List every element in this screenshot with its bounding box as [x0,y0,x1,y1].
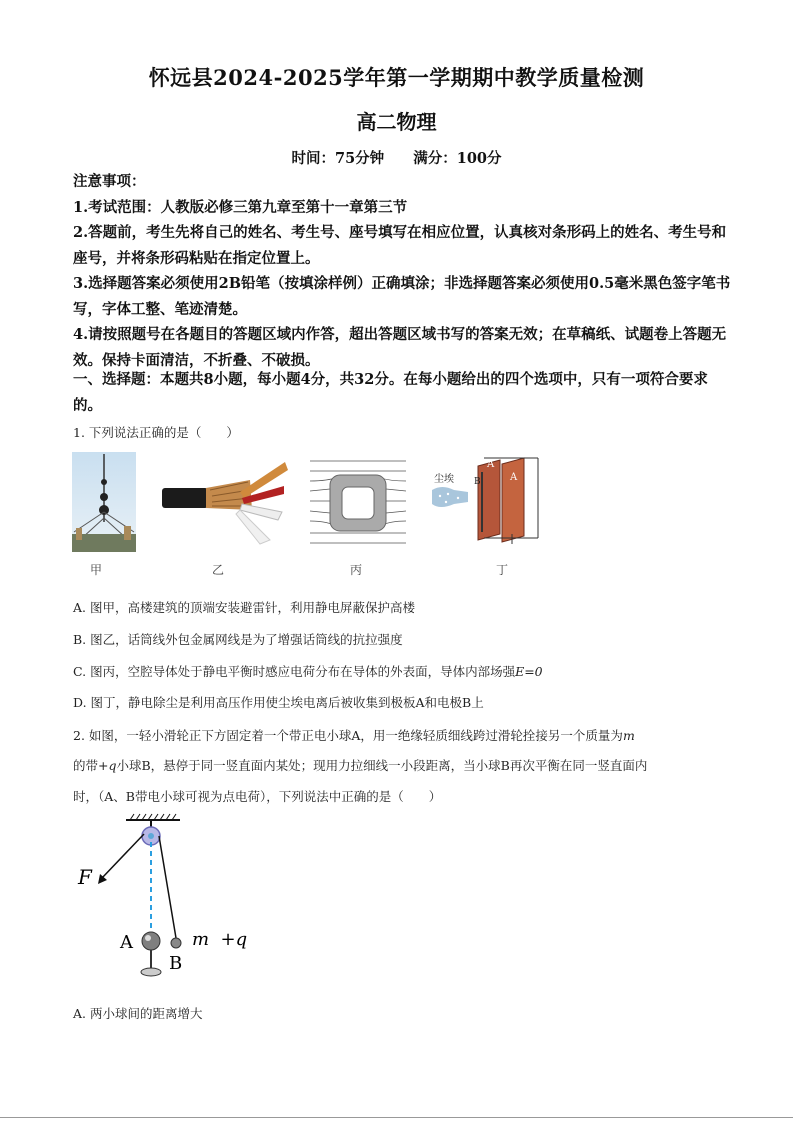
exam-title: 怀远县2024-2025学年第一学期期中教学质量检测 [148,65,645,90]
precipitator-figure [428,452,548,552]
notice-item: 1.考试范围：人教版必修三第九章至第十一章第三节 [73,198,408,216]
ball-a-label: A [120,932,133,953]
notice-heading: 注意事项： [73,173,146,190]
notice-item: 2.答题前，考生先将自己的姓名、考生号、座号填写在相应位置，认真核对条形码上的姓名、考生号和座号，并将条形码粘贴在指定位置上。 [73,224,727,267]
caption-ding: 丁 [495,563,508,577]
exam-time: 时间：75分钟 [291,150,385,167]
exam-info [0,147,793,168]
q1-stem: 1. 下列说法正确的是（ ） [73,425,239,440]
q2-mass-var: m [622,728,635,743]
section-heading: 一、选择题：本题共8小题，每小题4分，共32分。在每小题给出的四个选项中，只有一项符合要求的。 [73,371,708,414]
q2-stem-line1 [73,726,733,744]
plate-a-label-1: A [487,459,495,470]
q2-line2-text-a: 的带 [73,758,99,773]
hollow-conductor-figure [308,455,408,550]
exam-score: 满分：100分 [413,150,502,167]
q2-stem-line3: 时，（A、B带电小球可视为点电荷），下列说法中正确的是（ ） [73,789,442,804]
ball-b-label: B [169,953,183,974]
ball-a [142,932,160,950]
caption-yi: 乙 [211,563,224,577]
page-bottom-rule [0,1117,793,1118]
pulley-figure [70,812,260,1002]
q2-charge-var: +q [98,758,117,773]
subject-title: 高二物理 [356,110,437,134]
q1-option-b: B. 图乙，话筒线外包金属网线是为了增强话筒线的抗拉强度 [73,632,403,647]
lightning-rod-photo [72,452,136,552]
mass-charge-label: m +q [192,929,248,950]
q1-option-c-text: C. 图丙，空腔导体处于静电平衡时感应电荷分布在导体的外表面，导体内部场强 [73,664,516,679]
notice-block [73,169,733,373]
q2-option-a: A. 两小球间的距离增大 [73,1006,203,1021]
notice-item: 4.请按照题号在各题目的答题区域内作答，超出答题区域书写的答案无效；在草稿纸、试题卷上答题无效。保持卡面清洁，不折叠、不破损。 [73,326,727,369]
q1-option-c-formula: E=0 [515,664,543,679]
q1-option-d: D. 图丁，静电除尘是利用高压作用使尘埃电离后被收集到极板A和电极B上 [73,695,484,710]
q2-line1-text: 2. 如图，一轻小滑轮正下方固定着一个带正电小球A，用一绝缘轻质细线跨过滑轮拴接另一个质量为 [73,728,623,743]
force-label: F [78,865,92,889]
caption-bing: 丙 [349,563,362,577]
shielded-cable-photo [160,452,290,552]
q1-option-c [73,662,543,680]
q1-option-a: A. 图甲，高楼建筑的顶端安装避雷针，利用静电屏蔽保护高楼 [73,600,415,615]
caption-jia: 甲 [89,563,102,577]
q2-line2-text-b: 小球B，悬停于同一竖直面内某处；现用力拉细线一小段距离，当小球B再次平衡在同一竖直面内 [116,758,648,773]
plate-a-label-2: A [510,472,518,483]
notice-item: 3.选择题答案必须使用2B铅笔（按填涂样例）正确填涂；非选择题答案必须使用0.5毫米黑色签字笔书写，字体工整、笔迹清楚。 [73,275,731,318]
q2-stem-line2 [73,756,733,774]
ball-b [171,938,181,948]
electrode-b-label: B [474,477,481,487]
dust-label: 尘埃 [434,474,454,485]
